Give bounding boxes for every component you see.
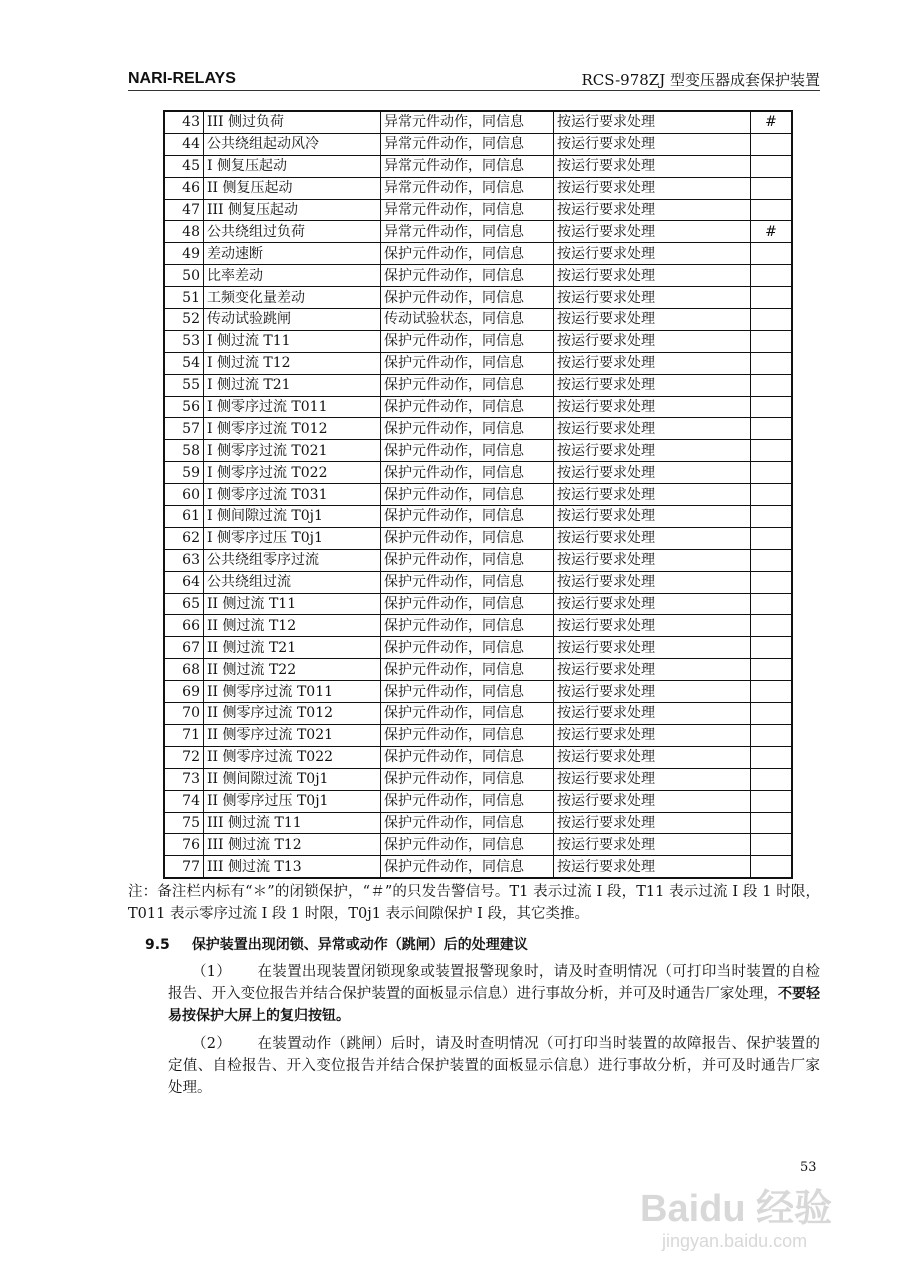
page-body: [128, 110, 820, 1105]
row-number-cell: 65: [164, 593, 204, 615]
signal-name-cell: II 侧间隙过流 T0j1: [204, 768, 381, 790]
signal-name-cell: II 侧零序过流 T021: [204, 724, 381, 746]
remark-cell: [751, 330, 793, 352]
remark-cell: #: [751, 111, 793, 133]
signal-type-cell: 保护元件动作，同信息: [381, 462, 554, 484]
signal-type-cell: 保护元件动作，同信息: [381, 484, 554, 506]
signal-name-cell: 比率差动: [204, 265, 381, 287]
table-row: [164, 790, 792, 812]
remark-cell: [751, 615, 793, 637]
table-row: [164, 111, 792, 133]
signal-type-cell: 保护元件动作，同信息: [381, 549, 554, 571]
remark-cell: [751, 527, 793, 549]
handling-cell: 按运行要求处理: [554, 221, 751, 243]
signal-name-cell: III 侧复压起动: [204, 199, 381, 221]
row-number-cell: 71: [164, 724, 204, 746]
signal-name-cell: II 侧零序过流 T022: [204, 746, 381, 768]
row-number-cell: 56: [164, 396, 204, 418]
row-number-cell: 53: [164, 330, 204, 352]
handling-cell: 按运行要求处理: [554, 724, 751, 746]
remark-cell: [751, 265, 793, 287]
table-row: [164, 177, 792, 199]
table-row: [164, 462, 792, 484]
remark-cell: [751, 790, 793, 812]
table-row: [164, 352, 792, 374]
row-number-cell: 59: [164, 462, 204, 484]
table-row: [164, 527, 792, 549]
signal-type-cell: 保护元件动作，同信息: [381, 834, 554, 856]
handling-cell: 按运行要求处理: [554, 309, 751, 331]
signal-type-cell: 保护元件动作，同信息: [381, 768, 554, 790]
remark-cell: [751, 593, 793, 615]
watermark-logo: Baidu 经验: [640, 1188, 833, 1230]
row-number-cell: 70: [164, 703, 204, 725]
signal-name-cell: II 侧零序过流 T012: [204, 703, 381, 725]
signal-type-cell: 保护元件动作，同信息: [381, 790, 554, 812]
signal-type-cell: 保护元件动作，同信息: [381, 287, 554, 309]
handling-cell: 按运行要求处理: [554, 703, 751, 725]
row-number-cell: 43: [164, 111, 204, 133]
signal-name-cell: II 侧零序过压 T0j1: [204, 790, 381, 812]
row-number-cell: 58: [164, 440, 204, 462]
handling-cell: 按运行要求处理: [554, 287, 751, 309]
signal-type-cell: 保护元件动作，同信息: [381, 352, 554, 374]
paragraph-1: [168, 961, 820, 1027]
signal-name-cell: I 侧零序过流 T031: [204, 484, 381, 506]
remark-cell: [751, 659, 793, 681]
signal-type-cell: 保护元件动作，同信息: [381, 418, 554, 440]
signal-table: [163, 110, 793, 879]
handling-cell: 按运行要求处理: [554, 330, 751, 352]
handling-cell: 按运行要求处理: [554, 768, 751, 790]
signal-name-cell: 工频变化量差动: [204, 287, 381, 309]
signal-type-cell: 保护元件动作，同信息: [381, 571, 554, 593]
signal-type-cell: 保护元件动作，同信息: [381, 637, 554, 659]
handling-cell: 按运行要求处理: [554, 790, 751, 812]
table-row: [164, 506, 792, 528]
watermark: [640, 1188, 832, 1252]
handling-cell: 按运行要求处理: [554, 812, 751, 834]
para-text: 在装置出现装置闭锁现象或装置报警现象时，请及时查明情况（可打印当时装置的自检报告、开入变位报告并结合保护装置的面板显示信息）进行事故分析，并可及时通告厂家处理，: [168, 964, 820, 1003]
row-number-cell: 55: [164, 374, 204, 396]
row-number-cell: 51: [164, 287, 204, 309]
remark-cell: [751, 724, 793, 746]
handling-cell: 按运行要求处理: [554, 549, 751, 571]
row-number-cell: 68: [164, 659, 204, 681]
remark-cell: [751, 571, 793, 593]
row-number-cell: 64: [164, 571, 204, 593]
signal-name-cell: I 侧零序过流 T011: [204, 396, 381, 418]
signal-type-cell: 保护元件动作，同信息: [381, 615, 554, 637]
handling-cell: 按运行要求处理: [554, 527, 751, 549]
signal-type-cell: 保护元件动作，同信息: [381, 659, 554, 681]
row-number-cell: 54: [164, 352, 204, 374]
table-row: [164, 309, 792, 331]
remark-cell: [751, 396, 793, 418]
signal-name-cell: 差动速断: [204, 243, 381, 265]
table-row: [164, 374, 792, 396]
handling-cell: 按运行要求处理: [554, 155, 751, 177]
handling-cell: 按运行要求处理: [554, 571, 751, 593]
signal-type-cell: 传动试验状态，同信息: [381, 309, 554, 331]
table-row: [164, 418, 792, 440]
table-row: [164, 615, 792, 637]
watermark-url: jingyan.baidu.com: [662, 1231, 808, 1251]
table-row: [164, 571, 792, 593]
remark-cell: [751, 243, 793, 265]
signal-type-cell: 保护元件动作，同信息: [381, 746, 554, 768]
table-row: [164, 681, 792, 703]
remark-cell: [751, 637, 793, 659]
para-bold-warning: 不要轻易按保护大屏上的复归按钮。: [168, 986, 820, 1025]
signal-name-cell: 公共绕组过流: [204, 571, 381, 593]
table-row: [164, 812, 792, 834]
brand-logo: NARI-RELAYS: [128, 70, 236, 87]
remark-cell: [751, 133, 793, 155]
remark-cell: [751, 746, 793, 768]
para-text: 在装置动作（跳闸）后时，请及时查明情况（可打印当时装置的故障报告、保护装置的定值、自检报告、开入变位报告并结合保护装置的面板显示信息）进行事故分析，并可及时通告厂家处理。: [168, 1036, 820, 1097]
table-row: [164, 199, 792, 221]
signal-name-cell: III 侧过负荷: [204, 111, 381, 133]
table-row: [164, 549, 792, 571]
signal-type-cell: 保护元件动作，同信息: [381, 440, 554, 462]
remark-cell: [751, 155, 793, 177]
signal-type-cell: 保护元件动作，同信息: [381, 265, 554, 287]
signal-name-cell: II 侧过流 T21: [204, 637, 381, 659]
signal-name-cell: 传动试验跳闸: [204, 309, 381, 331]
signal-type-cell: 保护元件动作，同信息: [381, 681, 554, 703]
remark-cell: [751, 506, 793, 528]
signal-type-cell: 异常元件动作，同信息: [381, 155, 554, 177]
table-row: [164, 637, 792, 659]
remark-cell: [751, 768, 793, 790]
remark-cell: [751, 834, 793, 856]
remark-cell: [751, 549, 793, 571]
signal-type-cell: 异常元件动作，同信息: [381, 199, 554, 221]
signal-name-cell: I 侧过流 T12: [204, 352, 381, 374]
row-number-cell: 62: [164, 527, 204, 549]
signal-type-cell: 保护元件动作，同信息: [381, 724, 554, 746]
row-number-cell: 63: [164, 549, 204, 571]
handling-cell: 按运行要求处理: [554, 374, 751, 396]
row-number-cell: 67: [164, 637, 204, 659]
remark-cell: [751, 462, 793, 484]
handling-cell: 按运行要求处理: [554, 133, 751, 155]
signal-type-cell: 保护元件动作，同信息: [381, 703, 554, 725]
handling-cell: 按运行要求处理: [554, 462, 751, 484]
document-title: RCS-978ZJ 型变压器成套保护装置: [581, 71, 820, 89]
handling-cell: 按运行要求处理: [554, 265, 751, 287]
handling-cell: 按运行要求处理: [554, 199, 751, 221]
remark-cell: [751, 681, 793, 703]
table-row: [164, 703, 792, 725]
handling-cell: 按运行要求处理: [554, 506, 751, 528]
section-number: 9.5: [145, 937, 170, 954]
row-number-cell: 73: [164, 768, 204, 790]
signal-type-cell: 异常元件动作，同信息: [381, 221, 554, 243]
row-number-cell: 52: [164, 309, 204, 331]
signal-name-cell: III 侧过流 T12: [204, 834, 381, 856]
signal-name-cell: I 侧复压起动: [204, 155, 381, 177]
table-row: [164, 155, 792, 177]
signal-name-cell: I 侧零序过流 T021: [204, 440, 381, 462]
table-row: [164, 287, 792, 309]
table-row: [164, 330, 792, 352]
handling-cell: 按运行要求处理: [554, 746, 751, 768]
handling-cell: 按运行要求处理: [554, 593, 751, 615]
signal-name-cell: II 侧过流 T22: [204, 659, 381, 681]
signal-type-cell: 保护元件动作，同信息: [381, 812, 554, 834]
row-number-cell: 57: [164, 418, 204, 440]
remark-cell: [751, 177, 793, 199]
table-row: [164, 396, 792, 418]
row-number-cell: 74: [164, 790, 204, 812]
row-number-cell: 72: [164, 746, 204, 768]
table-row: [164, 133, 792, 155]
table-row: [164, 724, 792, 746]
row-number-cell: 44: [164, 133, 204, 155]
table-row: [164, 659, 792, 681]
page-number: 53: [800, 1160, 817, 1175]
remark-cell: [751, 856, 793, 878]
table-row: [164, 221, 792, 243]
handling-cell: 按运行要求处理: [554, 637, 751, 659]
signal-type-cell: 保护元件动作，同信息: [381, 330, 554, 352]
remark-cell: [751, 199, 793, 221]
handling-cell: 按运行要求处理: [554, 352, 751, 374]
signal-name-cell: III 侧过流 T13: [204, 856, 381, 878]
row-number-cell: 45: [164, 155, 204, 177]
table-row: [164, 746, 792, 768]
handling-cell: 按运行要求处理: [554, 834, 751, 856]
signal-type-cell: 保护元件动作，同信息: [381, 856, 554, 878]
signal-name-cell: II 侧零序过流 T011: [204, 681, 381, 703]
table-row: [164, 484, 792, 506]
row-number-cell: 48: [164, 221, 204, 243]
table-row: [164, 440, 792, 462]
handling-cell: 按运行要求处理: [554, 243, 751, 265]
signal-name-cell: I 侧过流 T11: [204, 330, 381, 352]
handling-cell: 按运行要求处理: [554, 484, 751, 506]
row-number-cell: 76: [164, 834, 204, 856]
signal-name-cell: 公共绕组起动风冷: [204, 133, 381, 155]
table-row: [164, 265, 792, 287]
row-number-cell: 77: [164, 856, 204, 878]
signal-name-cell: 公共绕组过负荷: [204, 221, 381, 243]
signal-type-cell: 保护元件动作，同信息: [381, 593, 554, 615]
signal-type-cell: 异常元件动作，同信息: [381, 111, 554, 133]
signal-name-cell: I 侧过流 T21: [204, 374, 381, 396]
signal-type-cell: 保护元件动作，同信息: [381, 506, 554, 528]
table-row: [164, 593, 792, 615]
remark-cell: [751, 703, 793, 725]
paragraph-2: [168, 1033, 820, 1099]
handling-cell: 按运行要求处理: [554, 111, 751, 133]
row-number-cell: 46: [164, 177, 204, 199]
handling-cell: 按运行要求处理: [554, 681, 751, 703]
signal-name-cell: III 侧过流 T11: [204, 812, 381, 834]
table-note: 注：备注栏内标有“＊”的闭锁保护，“＃”的只发告警信号。T1 表示过流 I 段，T11 表示过流 I 段 1 时限，T011 表示零序过流 I 段 1 时限，T0j1 表示间隙保护 I 段，其它类推。: [128, 884, 820, 923]
signal-type-cell: 异常元件动作，同信息: [381, 177, 554, 199]
remark-cell: [751, 484, 793, 506]
signal-type-cell: 保护元件动作，同信息: [381, 243, 554, 265]
signal-name-cell: I 侧零序过流 T022: [204, 462, 381, 484]
row-number-cell: 60: [164, 484, 204, 506]
table-row: [164, 856, 792, 878]
table-row: [164, 834, 792, 856]
row-number-cell: 47: [164, 199, 204, 221]
handling-cell: 按运行要求处理: [554, 440, 751, 462]
remark-cell: [751, 352, 793, 374]
table-row: [164, 243, 792, 265]
section-title: 保护装置出现闭锁、异常或动作（跳闸）后的处理建议: [191, 937, 528, 954]
row-number-cell: 61: [164, 506, 204, 528]
section-heading: [145, 935, 820, 955]
para-label: （1）: [192, 964, 232, 981]
remark-cell: [751, 374, 793, 396]
signal-name-cell: II 侧过流 T11: [204, 593, 381, 615]
signal-type-cell: 异常元件动作，同信息: [381, 133, 554, 155]
handling-cell: 按运行要求处理: [554, 396, 751, 418]
signal-type-cell: 保护元件动作，同信息: [381, 527, 554, 549]
row-number-cell: 69: [164, 681, 204, 703]
remark-cell: [751, 418, 793, 440]
header-divider: [128, 90, 820, 91]
handling-cell: 按运行要求处理: [554, 177, 751, 199]
para-label: （2）: [192, 1036, 232, 1053]
signal-name-cell: II 侧复压起动: [204, 177, 381, 199]
signal-type-cell: 保护元件动作，同信息: [381, 374, 554, 396]
signal-name-cell: 公共绕组零序过流: [204, 549, 381, 571]
signal-name-cell: I 侧零序过流 T012: [204, 418, 381, 440]
table-row: [164, 768, 792, 790]
remark-cell: [751, 440, 793, 462]
remark-cell: [751, 287, 793, 309]
signal-name-cell: I 侧间隙过流 T0j1: [204, 506, 381, 528]
signal-name-cell: I 侧零序过压 T0j1: [204, 527, 381, 549]
handling-cell: 按运行要求处理: [554, 615, 751, 637]
row-number-cell: 66: [164, 615, 204, 637]
remark-cell: [751, 309, 793, 331]
row-number-cell: 50: [164, 265, 204, 287]
remark-cell: [751, 812, 793, 834]
signal-type-cell: 保护元件动作，同信息: [381, 396, 554, 418]
handling-cell: 按运行要求处理: [554, 659, 751, 681]
row-number-cell: 75: [164, 812, 204, 834]
remark-cell: #: [751, 221, 793, 243]
row-number-cell: 49: [164, 243, 204, 265]
handling-cell: 按运行要求处理: [554, 418, 751, 440]
handling-cell: 按运行要求处理: [554, 856, 751, 878]
signal-name-cell: II 侧过流 T12: [204, 615, 381, 637]
